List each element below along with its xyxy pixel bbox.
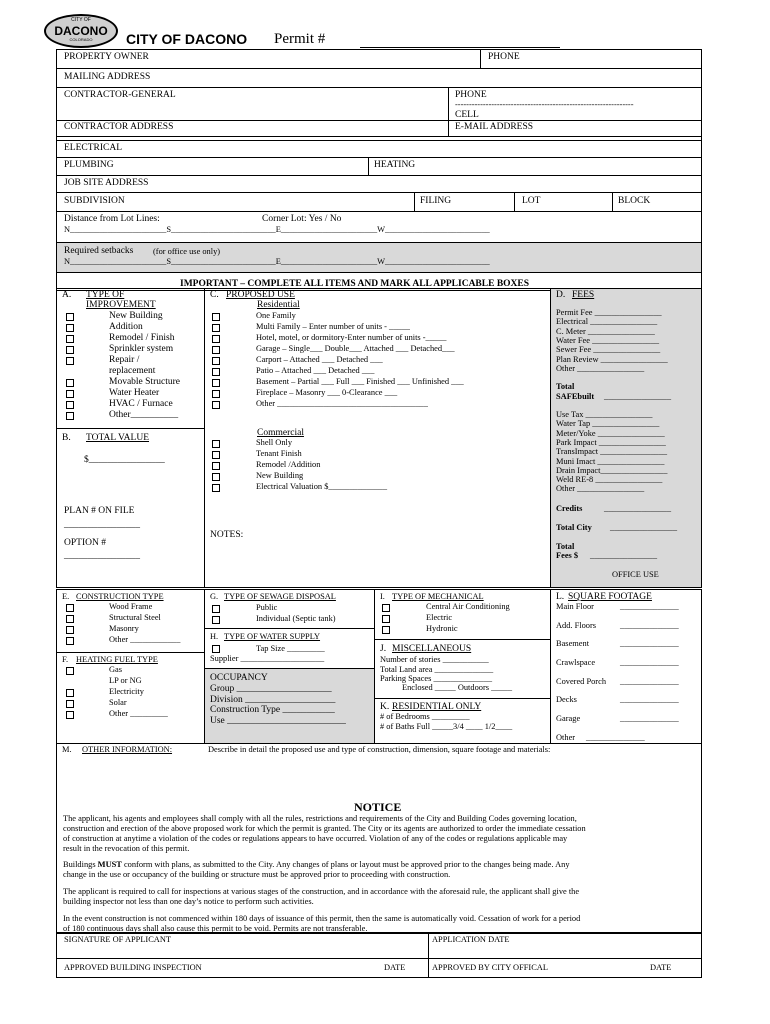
block-label: BLOCK [618, 196, 651, 206]
improvement-option-label: Remodel / Finish [109, 333, 175, 343]
total-fees-field: ________________ [590, 551, 657, 560]
residential-option-checkbox[interactable] [212, 401, 220, 409]
sewage-option-label: Public [256, 603, 278, 612]
date1-label: DATE [384, 963, 406, 972]
heating-fuel-option-label: Solar [109, 698, 127, 707]
contractor-address-label: CONTRACTOR ADDRESS [64, 122, 174, 132]
section-a-letter: A. [62, 290, 72, 300]
cell-divider: ---------------------------------------------------------------- [455, 100, 634, 109]
residential-option-label: Carport – Attached ___ Detached ___ [256, 355, 383, 364]
fee-line-label: Water Tap ________________ [556, 419, 660, 429]
square-footage-field[interactable]: ______________ [620, 658, 679, 667]
mechanical-option-checkbox[interactable] [382, 626, 390, 634]
option-field[interactable]: ________________ [64, 551, 140, 561]
sewage-disposal-title: TYPE OF SEWAGE DISPOSAL [224, 592, 336, 601]
safebuilt-field: ________________ [604, 392, 671, 401]
heating-fuel-option-checkbox[interactable] [66, 711, 74, 719]
permit-number-field[interactable] [360, 47, 560, 48]
improvement-option-label: Other__________ [109, 410, 179, 420]
mechanical-option-label: Central Air Conditioning [426, 602, 510, 611]
improvement-option-label: replacement [109, 366, 156, 376]
section-m-letter: M. [62, 745, 72, 754]
fee-line-label: Sewer Fee ________________ [556, 345, 661, 355]
phone-label: PHONE [488, 52, 520, 62]
mechanical-title: TYPE OF MECHANICAL [392, 592, 484, 601]
notice-p1-line4: result in the revocation of this permit. [63, 844, 190, 853]
improvement-option-label: HVAC / Furnace [109, 399, 173, 409]
notice-p2-line1: Buildings MUST conform with plans, as submitted to the City. Any changes of plans or layout must be approved prior to the changes being made. Any [63, 860, 570, 869]
residential-option-label: Fireplace – Masonry ___ 0-Clearance ___ [256, 388, 398, 397]
tap-size-checkbox[interactable] [212, 645, 220, 653]
occupancy-field-label: Division ___________________ [210, 694, 336, 705]
commercial-option-label: Electrical Valuation $______________ [256, 482, 388, 491]
construction-type-option-label: Other ____________ [109, 635, 181, 644]
option-label: OPTION # [64, 538, 106, 548]
square-footage-field[interactable]: ______________ [620, 639, 679, 648]
subdivision-label: SUBDIVISION [64, 196, 125, 206]
fee-line-label: Drain Impact________________ [556, 465, 668, 475]
improvement-option-checkbox[interactable] [66, 357, 74, 365]
fee-line-label: Other ________________ [556, 363, 645, 373]
sewage-option-checkbox[interactable] [212, 605, 220, 613]
corner-lot-label: Corner Lot: Yes / No [262, 214, 342, 224]
fees-title: FEES [572, 290, 595, 300]
square-footage-label: Decks [556, 695, 577, 704]
section-b-letter: B. [62, 433, 71, 443]
total-city-field: ________________ [610, 523, 677, 532]
occupancy-field-label: Group ____________________ [210, 684, 332, 694]
fee-line-label: TransImpact ________________ [556, 447, 668, 457]
square-footage-label: Basement [556, 639, 590, 648]
notice-p3-line1: The applicant is required to call for inspections at various stages of the construction, and in accordance with the aforesaid rule, the applicant shall give the [63, 887, 580, 896]
square-footage-title: SQUARE FOOTAGE [568, 592, 652, 602]
notice-p1-line1: The applicant, his agents and employees shall comply with all the rules, restrictions and requirements of the City and Building Codes governing location, [63, 814, 577, 823]
miscellaneous-title: MISCELLANEOUS [392, 644, 472, 654]
occupancy-field-label: Use _________________________ [210, 715, 346, 726]
section-g-letter: G. [210, 592, 219, 601]
improvement-option-label: Addition [109, 322, 143, 332]
notice-p1-line3: of construction at anytime a violation of the codes or regulations appears to have occurred. Violation of any of the codes or regulations applicable may [63, 834, 568, 843]
safebuilt-label: SAFEbuilt [556, 392, 595, 401]
construction-type-option-checkbox[interactable] [66, 637, 74, 645]
notice-p1-line2: construction and erection of the above proposed work for which the permit is granted. The City or its agents are authorized to order the immediate cessation [63, 824, 586, 833]
lot-label: LOT [522, 196, 541, 206]
section-i-letter: I. [380, 592, 385, 601]
residential-option-checkbox[interactable] [212, 368, 220, 376]
distance-label: Distance from Lot Lines: [64, 214, 160, 224]
commercial-option-checkbox[interactable] [212, 440, 220, 448]
residential-option-checkbox[interactable] [212, 379, 220, 387]
sewage-option-label: Individual (Septic tank) [256, 614, 336, 623]
property-owner-label: PROPERTY OWNER [64, 52, 149, 62]
office-use-label: OFFICE USE [612, 570, 659, 579]
section-f-letter: F. [62, 655, 69, 664]
residential-option-checkbox[interactable] [212, 346, 220, 354]
misc-field-label[interactable]: Number of stories ___________ [380, 655, 489, 664]
residential-option-checkbox[interactable] [212, 390, 220, 398]
improvement-option-label: New Building [109, 311, 163, 321]
mechanical-option-label: Hydronic [426, 624, 458, 633]
residential-field-label[interactable]: # of Baths Full _____3/4 ____ 1/2____ [380, 722, 513, 731]
electrical-label: ELECTRICAL [64, 143, 123, 153]
heating-fuel-option-checkbox[interactable] [66, 700, 74, 708]
filing-label: FILING [420, 196, 452, 206]
parking-enclosed-outdoors[interactable]: Enclosed _____ Outdoors _____ [402, 683, 513, 692]
construction-type-option-checkbox[interactable] [66, 604, 74, 612]
heating-fuel-option-label: Gas [109, 665, 123, 674]
residential-only-title: RESIDENTIAL ONLY [392, 702, 482, 712]
square-footage-label: Crawlspace [556, 658, 596, 667]
tap-size-field[interactable]: Tap Size _________ [256, 644, 325, 653]
heating-fuel-option-label: LP or NG [109, 676, 142, 685]
commercial-option-checkbox[interactable] [212, 462, 220, 470]
fee-line-label: C. Meter ________________ [556, 326, 655, 336]
fee-line-label: Muni Imact ________________ [556, 456, 665, 466]
heating-fuel-option-label: Electricity [109, 687, 144, 696]
plan-on-file-label: PLAN # ON FILE [64, 506, 135, 516]
improvement-option-checkbox[interactable] [66, 313, 74, 321]
sewage-option-checkbox[interactable] [212, 616, 220, 624]
heating-fuel-option-checkbox[interactable] [66, 689, 74, 697]
misc-field-label[interactable]: Total Land area ______________ [380, 664, 494, 674]
commercial-option-label: Remodel /Addition [256, 460, 321, 469]
fee-line-label: Weld RE-8 ________________ [556, 475, 663, 485]
square-footage-field[interactable]: ______________ [620, 677, 679, 686]
residential-option-checkbox[interactable] [212, 324, 220, 332]
improvement-option-checkbox[interactable] [66, 335, 74, 343]
credits-label: Credits [556, 504, 583, 513]
approved-city-label: APPROVED BY CITY OFFICAL [432, 963, 548, 972]
contractor-general-label: CONTRACTOR-GENERAL [64, 90, 176, 100]
residential-option-label: Other ____________________________________ [256, 399, 428, 408]
fee-line-label: Plan Review ________________ [556, 354, 668, 364]
improvement-option-checkbox[interactable] [66, 346, 74, 354]
residential-option-checkbox[interactable] [212, 357, 220, 365]
square-footage-label: Garage [556, 714, 581, 723]
fee-line-label: Water Fee ________________ [556, 335, 660, 345]
fee-line-label: Use Tax ________________ [556, 410, 653, 419]
commercial-title: Commercial [257, 428, 304, 438]
commercial-option-checkbox[interactable] [212, 484, 220, 492]
date2-label: DATE [650, 963, 672, 972]
approved-building-label: APPROVED BUILDING INSPECTION [64, 963, 202, 972]
fee-line-label: Park Impact ________________ [556, 437, 666, 447]
city-seal-logo [44, 14, 118, 48]
square-footage-field[interactable]: ______________ [620, 695, 679, 704]
residential-option-label: Garage – Single___ Double___ Attached ___ Detached___ [256, 344, 455, 353]
application-date-label: APPLICATION DATE [432, 935, 510, 944]
construction-type-option-label: Structural Steel [109, 613, 161, 622]
commercial-option-checkbox[interactable] [212, 473, 220, 481]
section-k-letter: K. [380, 702, 390, 712]
office-use-note: (for office use only) [153, 247, 221, 256]
square-footage-field[interactable]: ______________ [620, 714, 679, 723]
square-footage-label: Main Floor [556, 602, 594, 611]
total-value-label: TOTAL VALUE [86, 433, 150, 443]
supplier-field[interactable]: Supplier ____________________ [210, 654, 325, 663]
permit-label: Permit # [274, 31, 326, 47]
square-footage-field[interactable]: ______________ [586, 733, 645, 742]
signature-label: SIGNATURE OF APPLICANT [64, 935, 172, 944]
fee-line-label: Electrical ________________ [556, 317, 658, 327]
misc-field-label[interactable]: Parking Spaces ______________ [380, 674, 493, 683]
residential-option-checkbox[interactable] [212, 335, 220, 343]
total-fees-label1: Total [556, 542, 575, 551]
important-banner: IMPORTANT – COMPLETE ALL ITEMS AND MARK ALL APPLICABLE BOXES [180, 279, 530, 289]
total-fees-label2: Fees $ [556, 551, 579, 560]
residential-option-label: Patio – Attached ___ Detached ___ [256, 366, 375, 375]
commercial-option-label: New Building [256, 471, 304, 480]
commercial-option-label: Tenant Finish [256, 449, 302, 458]
total-value-field[interactable]: $________________ [84, 455, 165, 465]
residential-option-label: One Family [256, 311, 296, 320]
square-footage-label: Other [556, 733, 576, 742]
residential-option-label: Hotel, motel, or dormitory-Enter number of units -_____ [256, 333, 447, 342]
improvement-option-checkbox[interactable] [66, 379, 74, 387]
heating-fuel-title: HEATING FUEL TYPE [76, 655, 158, 664]
logo-main-text: DACONO [54, 24, 108, 38]
other-information-text: Describe in detail the proposed use and type of construction, dimension, square footage and materials: [208, 745, 551, 754]
section-h-letter: H. [210, 632, 219, 641]
cell-label: CELL [455, 110, 479, 120]
residential-option-label: Multi Family – Enter number of units - _____ [256, 322, 410, 331]
construction-type-option-label: Wood Frame [109, 602, 153, 611]
square-footage-label: Add. Floors [556, 621, 597, 630]
commercial-option-checkbox[interactable] [212, 451, 220, 459]
fee-line-label: Meter/Yoke ________________ [556, 428, 665, 438]
plumbing-label: PLUMBING [64, 160, 114, 170]
mechanical-option-checkbox[interactable] [382, 615, 390, 623]
logo-bottom-text: COLORADO [69, 37, 93, 42]
mechanical-option-label: Electric [426, 613, 453, 622]
improvement-option-checkbox[interactable] [66, 324, 74, 332]
notice-p4-line1: In the event construction is not commenced within 180 days of issuance of this permit, then the same is automatically void. Cessation of work for a period [63, 914, 581, 923]
total-label: Total [556, 382, 575, 391]
heating-label: HEATING [374, 160, 416, 170]
fee-line-label: Permit Fee ________________ [556, 308, 662, 317]
section-d-letter: D. [556, 290, 566, 300]
notice-p3-line2: building inspector not less than one day’s notice to perform such activities. [63, 897, 314, 906]
phone2-label: PHONE [455, 90, 487, 100]
commercial-option-label: Shell Only [256, 438, 293, 447]
job-site-address-label: JOB SITE ADDRESS [64, 178, 149, 188]
occupancy-title: OCCUPANCY [210, 673, 268, 683]
construction-type-title: CONSTRUCTION TYPE [76, 592, 164, 601]
city-title: CITY OF DACONO [126, 31, 248, 47]
residential-field-label[interactable]: # of Bedrooms _________ [380, 712, 470, 721]
section-a-title2: IMPROVEMENT [86, 300, 156, 310]
occupancy-field-label: Construction Type ___________ [210, 705, 335, 715]
heating-fuel-option-label: Other _________ [109, 709, 168, 718]
heating-fuel-option-checkbox[interactable] [66, 667, 74, 675]
section-e-letter: E. [62, 592, 70, 601]
setback-nsew-line2: N_______________________S_________________________E_______________________W_________________________ [64, 257, 490, 266]
improvement-option-label: Water Heater [109, 388, 160, 398]
total-city-label: Total City [556, 523, 592, 532]
section-c-letter: C. [210, 290, 219, 300]
notes-label: NOTES: [210, 530, 244, 540]
improvement-option-checkbox[interactable] [66, 412, 74, 420]
square-footage-field[interactable]: ______________ [620, 602, 679, 611]
improvement-option-label: Sprinkler system [109, 344, 174, 354]
improvement-option-label: Repair / [109, 355, 140, 365]
improvement-option-label: Movable Structure [109, 377, 180, 387]
plan-on-file-field[interactable]: ________________ [64, 520, 140, 530]
proposed-use-title: PROPOSED USE [226, 290, 295, 300]
logo-top-text: CITY OF [71, 17, 91, 23]
residential-option-checkbox[interactable] [212, 313, 220, 321]
required-setbacks-label: Required setbacks [64, 246, 134, 256]
mechanical-option-checkbox[interactable] [382, 604, 390, 612]
water-supply-title: TYPE OF WATER SUPPLY [224, 632, 321, 641]
credits-field: ________________ [604, 504, 671, 513]
construction-type-option-label: Masonry [109, 624, 139, 633]
square-footage-field[interactable]: ______________ [620, 621, 679, 630]
section-j-letter: J. [380, 644, 387, 654]
mailing-address-label: MAILING ADDRESS [64, 72, 151, 82]
setback-nsew-line[interactable]: N_______________________S_________________________E_______________________W_________________________ [64, 225, 490, 234]
construction-type-option-checkbox[interactable] [66, 626, 74, 634]
notice-p2-line2: change in the use or occupancy of the building or structure must be approved prior to proceeding with construction. [63, 870, 451, 879]
email-address-label: E-MAIL ADDRESS [455, 122, 534, 132]
square-footage-label: Covered Porch [556, 677, 607, 686]
fee-line-label: Other ________________ [556, 484, 645, 494]
notice-title: NOTICE [354, 800, 402, 814]
improvement-option-checkbox[interactable] [66, 401, 74, 409]
notice-p4-line2: of 180 continuous days shall also cause this permit to be void. Permits are not transferable. [63, 924, 368, 933]
other-information-title: OTHER INFORMATION: [82, 745, 173, 754]
construction-type-option-checkbox[interactable] [66, 615, 74, 623]
improvement-option-checkbox[interactable] [66, 390, 74, 398]
residential-option-label: Basement – Partial ___ Full ___ Finished ___ Unfinished ___ [256, 377, 464, 386]
section-l-letter: L. [556, 592, 565, 602]
section-a-title1: TYPE OF [86, 290, 125, 300]
residential-title: Residential [257, 300, 300, 310]
